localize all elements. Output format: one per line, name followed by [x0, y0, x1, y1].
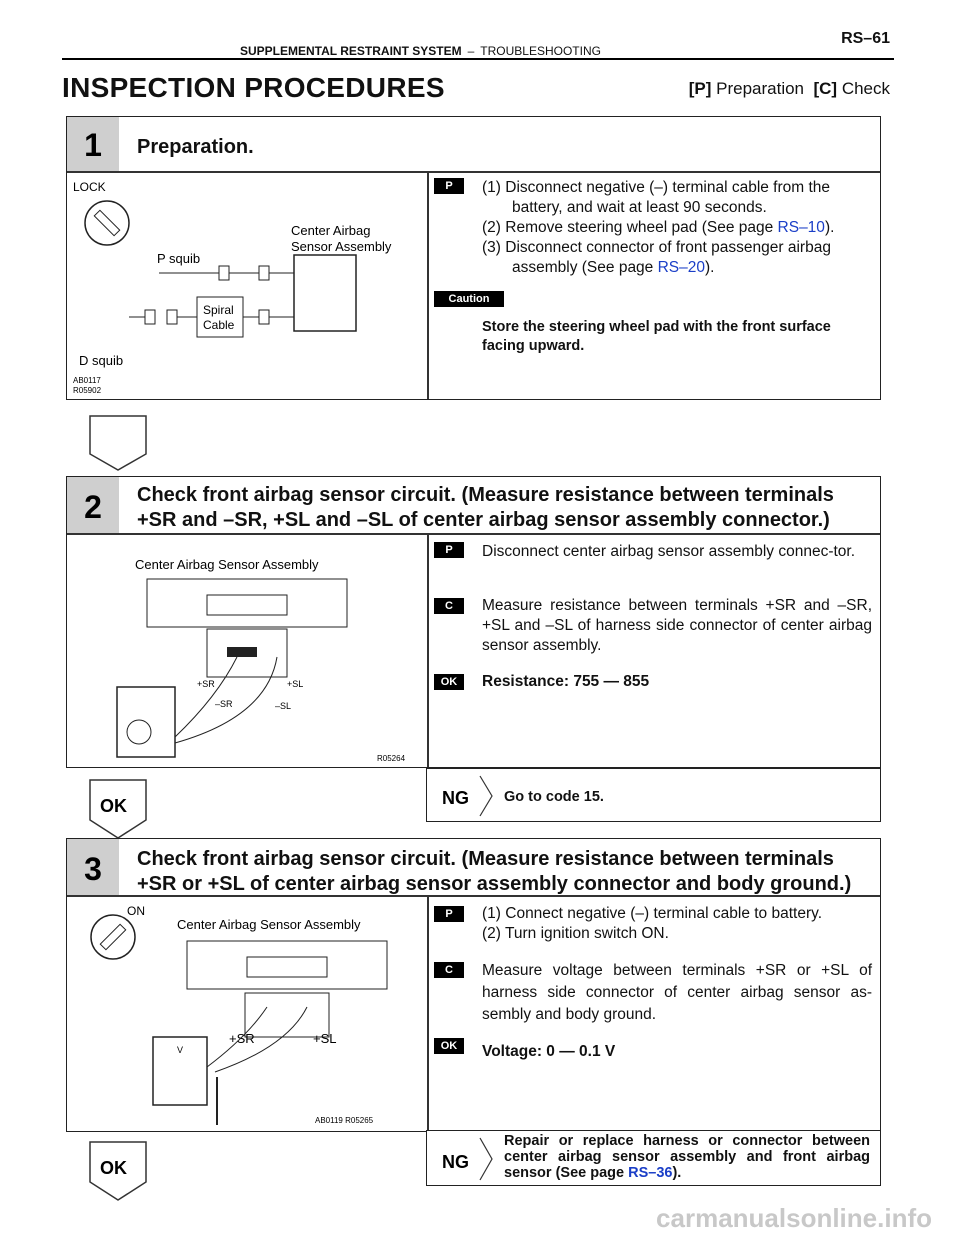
- step2-ok-arrow: [88, 778, 148, 840]
- step3-ng-link[interactable]: RS–36: [628, 1165, 673, 1181]
- step2-ok-label: OK: [100, 796, 127, 816]
- step1-p2-link[interactable]: RS–10: [777, 219, 825, 236]
- step3-number: 3: [67, 839, 119, 895]
- svg-text:+SR: +SR: [197, 679, 215, 689]
- svg-text:AB0117: AB0117: [73, 376, 101, 385]
- svg-text:D squib: D squib: [79, 353, 124, 368]
- watermark: carmanualsonline.info: [656, 1203, 932, 1233]
- header-rule: [62, 58, 894, 60]
- step3-col-divider: [427, 895, 429, 1131]
- step1-p3a: (3) Disconnect connector of front passenger airbag: [482, 239, 831, 256]
- svg-text:Center Airbag Sensor Assembly: Center Airbag Sensor Assembly: [177, 917, 361, 932]
- step3-ok-arrow: [88, 1140, 148, 1202]
- svg-text:+SL: +SL: [287, 679, 304, 689]
- step2-check-text: Measure resistance between terminals +SR and –SR, +SL and –SL of harness side connector of center airbag sensor assembly.: [482, 597, 872, 654]
- step3-p-tag: P: [434, 906, 464, 922]
- svg-text:–SL: –SL: [275, 701, 292, 711]
- step1-p-tag: P: [434, 178, 464, 194]
- page-title: INSPECTION PROCEDURES: [62, 72, 445, 103]
- step2-meter-diagram: [87, 547, 417, 767]
- step2-title-line1: Check front airbag sensor circuit. (Measure resistance between terminals: [137, 484, 834, 506]
- svg-text:+SR: +SR: [229, 1031, 255, 1046]
- step2-ng-tag: [440, 774, 496, 818]
- svg-text:P squib: P squib: [157, 251, 201, 266]
- legend: [689, 79, 890, 99]
- svg-text:Cable: Cable: [203, 318, 235, 332]
- svg-text:Spiral: Spiral: [203, 303, 234, 317]
- step3-p2: (2) Turn ignition switch ON.: [482, 925, 669, 942]
- svg-text:R05902: R05902: [73, 386, 102, 395]
- step3-ng-text: [504, 1133, 870, 1181]
- step3-ok-label: OK: [100, 1158, 127, 1178]
- legend-p-key: [P]: [688, 79, 712, 98]
- step3-ok-spec: Voltage: 0 — 0.1 V: [482, 1043, 616, 1060]
- step1-number: 1: [67, 117, 119, 171]
- step1-p1a: (1) Disconnect negative (–) terminal cable from the: [482, 179, 831, 196]
- step3-title: [137, 847, 851, 897]
- step3-prep-text: [482, 904, 872, 944]
- svg-text:Center Airbag: Center Airbag: [291, 223, 371, 238]
- caution-text: Store the steering wheel pad with the front surface facing upward.: [482, 319, 831, 354]
- svg-text:ON: ON: [127, 904, 145, 918]
- section-name: TROUBLESHOOTING: [480, 44, 601, 58]
- step3-ng-text-a: Repair or replace harness or connector between center airbag sensor assembly and front airbag sensor (See page: [504, 1133, 870, 1181]
- step2-c-tag: C: [434, 598, 464, 614]
- step2-ng-text: Go to code 15.: [504, 789, 604, 805]
- step3-title-line1: Check front airbag sensor circuit. (Measure resistance between terminals: [137, 848, 834, 870]
- step1-p2a: (2) Remove steering wheel pad (See page: [482, 219, 778, 236]
- svg-text:NG: NG: [442, 1152, 469, 1172]
- step3-p1: (1) Connect negative (–) terminal cable to battery.: [482, 905, 823, 922]
- step1-p1b: battery, and wait at least 90 seconds.: [512, 199, 767, 216]
- lock-label: LOCK: [73, 180, 106, 194]
- svg-text:Sensor Assembly: Sensor Assembly: [291, 239, 392, 254]
- step1-p3b: assembly (See page: [512, 259, 658, 276]
- step1-title: Preparation.: [137, 136, 254, 158]
- svg-text:Center Airbag Sensor Assembly: Center Airbag Sensor Assembly: [135, 557, 319, 572]
- step2-ok-tag: OK: [434, 674, 464, 690]
- caution-tag: Caution: [434, 291, 504, 307]
- step2-number: 2: [67, 477, 119, 533]
- step1-p3c: ).: [705, 259, 715, 276]
- system-name: SUPPLEMENTAL RESTRAINT SYSTEM: [240, 44, 462, 58]
- step2-col-divider: [427, 533, 429, 767]
- flow-arrow-1: [88, 414, 148, 472]
- step1-head-rule: [67, 171, 880, 173]
- svg-text:–SR: –SR: [215, 699, 233, 709]
- step3-ok-tag: OK: [434, 1038, 464, 1054]
- svg-text:NG: NG: [442, 788, 469, 808]
- step1-p3-link[interactable]: RS–20: [657, 259, 706, 276]
- step3-title-line2: +SR or +SL of center airbag sensor assembly connector and body ground.): [137, 873, 852, 895]
- header-dash: –: [467, 44, 475, 58]
- step1-prep-text: [482, 178, 872, 278]
- step3-ng-text-b: ).: [672, 1165, 682, 1181]
- svg-text:AB0119 R05265: AB0119 R05265: [315, 1116, 374, 1125]
- svg-text:+SL: +SL: [313, 1031, 337, 1046]
- step2-ok-spec: Resistance: 755 — 855: [482, 673, 650, 690]
- svg-text:V: V: [177, 1045, 184, 1055]
- step2-p-tag: P: [434, 542, 464, 558]
- legend-p-label: Preparation: [716, 79, 805, 98]
- step2-title: [137, 483, 834, 533]
- legend-c-label: Check: [841, 79, 890, 98]
- svg-text:R05264: R05264: [377, 754, 406, 763]
- step1-p2b: ).: [824, 219, 835, 236]
- step2-title-line2: +SR and –SR, +SL and –SL of center airbag sensor assembly connector.): [137, 509, 830, 531]
- step3-check-text: Measure voltage between terminals +SR or +SL of harness side connector of center airbag sensor as-sembly and body ground.: [482, 962, 872, 1023]
- step3-ng-tag: [440, 1136, 496, 1182]
- page-number: RS–61: [841, 30, 890, 47]
- step1-wiring-diagram: [69, 175, 424, 399]
- running-header: [240, 44, 601, 58]
- step2-prep-text: Disconnect center airbag sensor assembly connec-tor.: [482, 543, 856, 560]
- step3-meter-diagram: [77, 897, 422, 1129]
- legend-c-key: [C]: [813, 79, 838, 98]
- step3-c-tag: C: [434, 962, 464, 978]
- step2-head-rule: [67, 533, 880, 535]
- step1-col-divider: [427, 171, 429, 399]
